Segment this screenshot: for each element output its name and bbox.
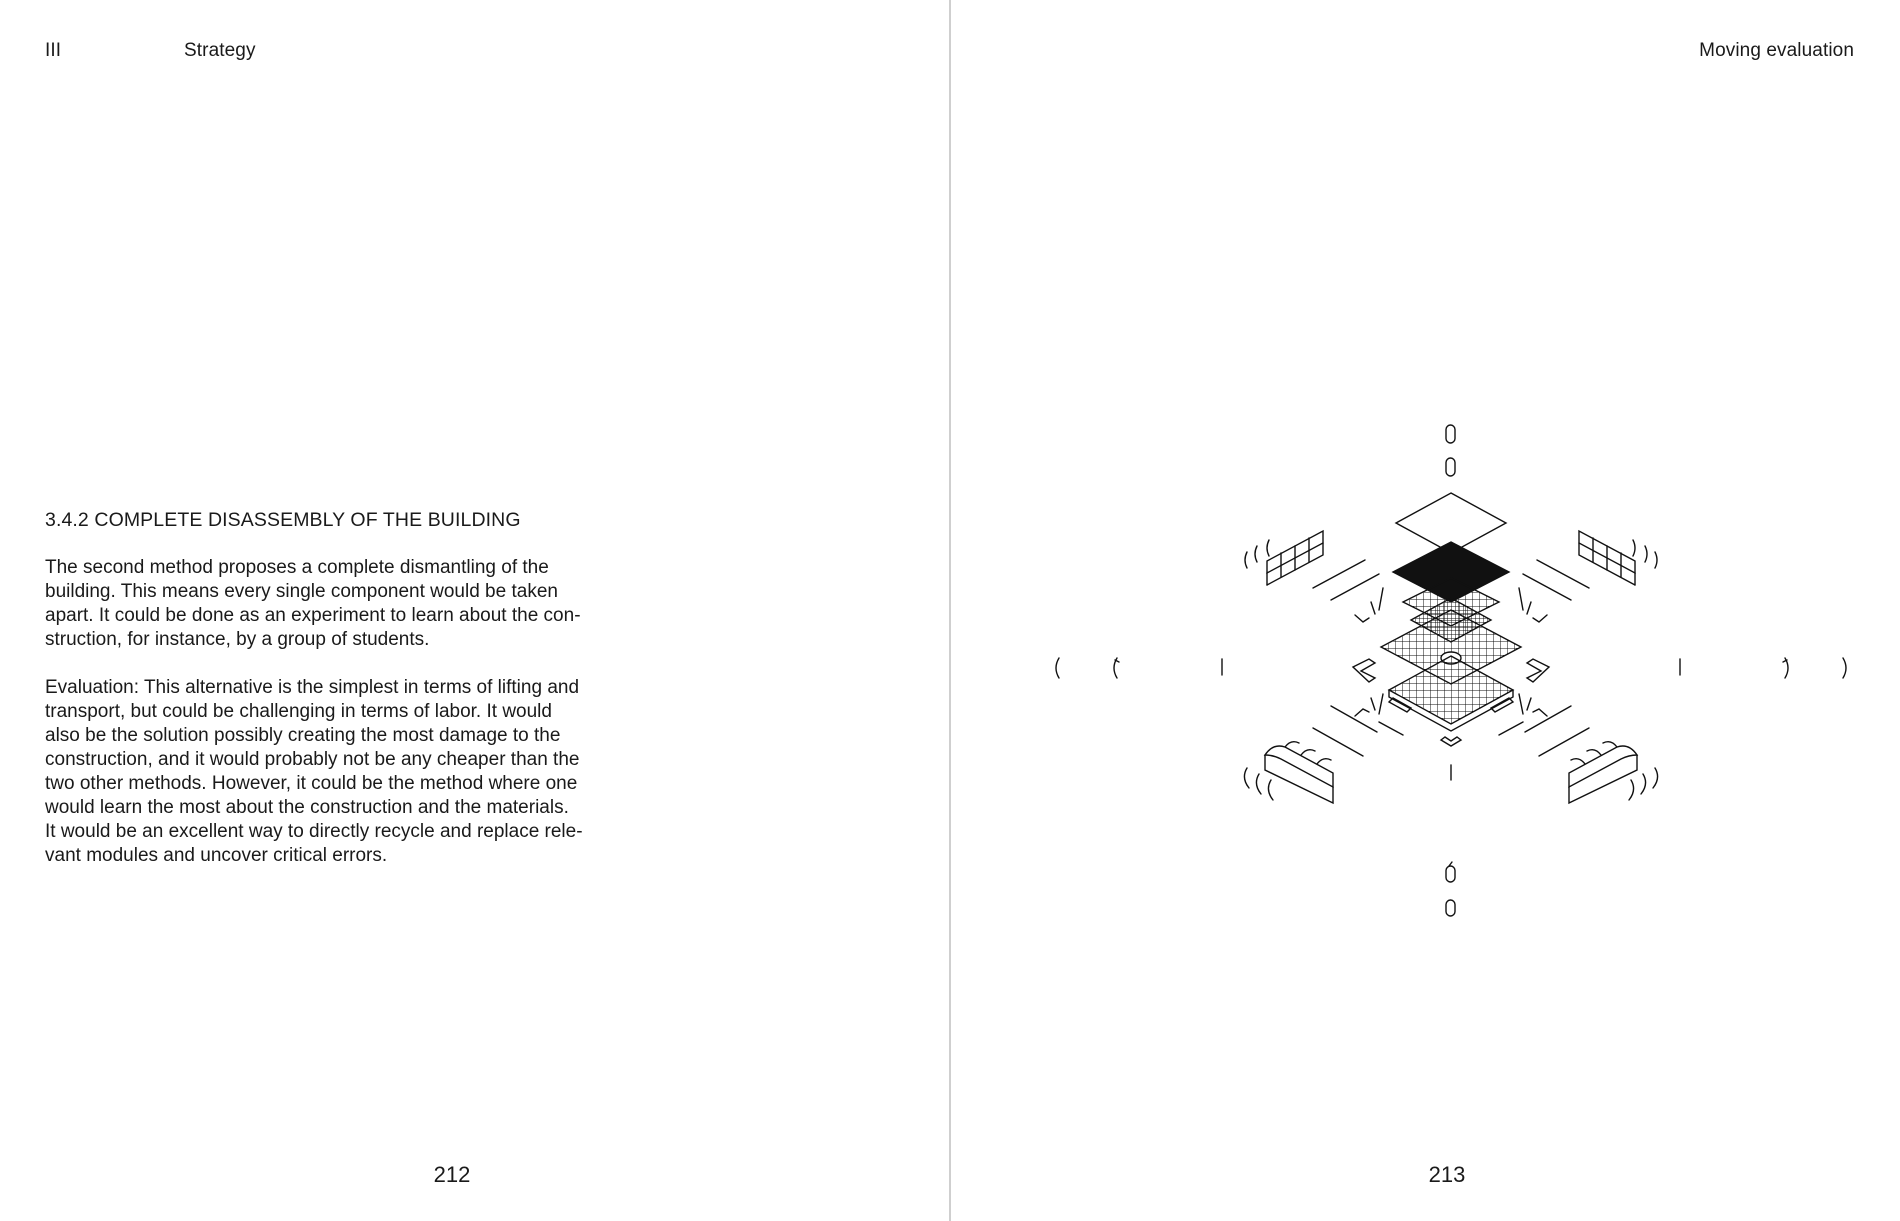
text-line: building. This means every single component would be taken [45, 581, 558, 602]
chapter-number: III [45, 40, 62, 61]
body-paragraph-1 [45, 556, 605, 652]
text-line: struction, for instance, by a group of students. [45, 629, 430, 650]
text-line: It would be an excellent way to directly recycle and replace rele- [45, 821, 583, 842]
text-line: apart. It could be done as an experiment to learn about the con- [45, 605, 581, 626]
text-line: construction, and it would probably not be any cheaper than the [45, 749, 580, 770]
text-line: transport, but could be challenging in terms of labor. It would [45, 701, 552, 722]
left-page [0, 0, 949, 1221]
right-page [951, 0, 1900, 1221]
chapter-title: Strategy [184, 40, 256, 61]
running-head-right: Moving evaluation [1699, 40, 1854, 61]
text-line: also be the solution possibly creating the most damage to the [45, 725, 561, 746]
body-paragraph-2 [45, 676, 605, 868]
page-number-left: 212 [433, 1162, 471, 1187]
page-number-right: 213 [1428, 1162, 1466, 1187]
section-heading: 3.4.2 COMPLETE DISASSEMBLY OF THE BUILDING [45, 509, 521, 531]
text-line: two other methods. However, it could be the method where one [45, 773, 578, 794]
text-line: would learn the most about the construction and the materials. [45, 797, 569, 818]
exploded-axonometric-drawing-icon [1031, 410, 1871, 930]
text-line: Evaluation: This alternative is the simplest in terms of lifting and [45, 677, 580, 698]
text-line: vant modules and uncover critical errors. [45, 845, 388, 866]
text-line: The second method proposes a complete dismantling of the [45, 557, 549, 578]
